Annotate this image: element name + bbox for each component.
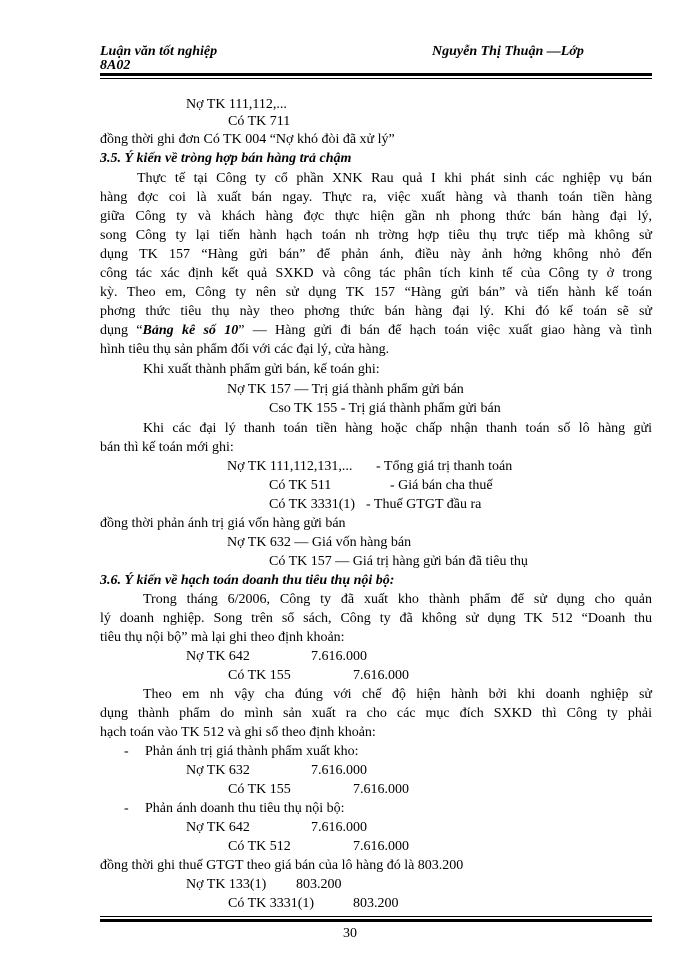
entry-line: Cso TK 155 - Trị giá thành phẩm gửi bán [269,401,501,416]
header-class-code: 8A02 [100,58,131,73]
entry-account: Có TK 155 [228,668,291,683]
entry-account: Có TK 512 [228,839,291,854]
entry-line: Có TK 157 — Giá trị hàng gửi bán đã tiêu thụ [269,554,528,569]
paragraph-line: song Công ty lại tiến hành hạch toán nh trờng hợp tiêu thụ trực tiếp mà không sử [100,228,652,243]
paragraph-line: công tác xác định kết quả SXKD và công tác phân tích kinh tế của Công ty ở trong [100,266,652,281]
entry-line: Nợ TK 157 — Trị giá thành phẩm gửi bán [227,382,464,397]
entry-desc: - Tổng giá trị thanh toán [376,459,513,474]
entry-account: Có TK 155 [228,782,291,797]
footer-rule-thin [100,916,652,917]
entry-account: Có TK 511 [269,478,332,493]
bullet-text: Phản ánh doanh thu tiêu thụ nội bộ: [145,801,345,816]
paragraph-line: bán thì kế toán mới ghi: [100,440,234,455]
paragraph-line: hàng đợc coi là xuất bán ngay. Thực ra, việc xuất hàng và thanh toán tiền hàng [100,190,652,205]
paragraph-line: Theo em nh vậy cha đúng với chế độ hiện hành bởi khi doanh nghiệp sử [143,687,652,702]
paragraph-line: dụng thành phẩm do mình sản xuất ra cho các mục đích SXKD thì Công ty phải [100,706,652,721]
emphasis-form-name: Bảng kê số 10 [142,323,239,338]
entry-amount: 7.616.000 [353,839,409,854]
paragraph-line: phơng thức tiêu thụ này theo phơng thức bán hàng đại lý. Khi đó kế toán sẽ sử [100,304,652,319]
entry-account: Có TK 3331(1) [228,896,315,911]
entry-line: Có TK 711 [228,114,291,129]
paragraph-line: Khi các đại lý thanh toán tiền hàng hoặc chấp nhận thanh toán số lô hàng gửi [143,421,652,436]
entry-account: Nợ TK 642 [186,820,250,835]
entry-line: Nợ TK 632 — Giá vốn hàng bán [227,535,412,550]
paragraph-line: kỳ. Theo em, Công ty nên sử dụng TK 157 “Hàng gửi bán” và tiến hành kế toán [100,285,652,300]
entry-desc: - Giá bán cha thuế [390,478,493,493]
section-heading-3-5: 3.5. Ý kiến về tròng hợp bán hàng trả chậm [100,151,352,166]
bullet-dash: - [124,744,129,759]
text-fragment: ” — Hàng gửi đi bán để hạch toán việc xuất giao hàng và tình [238,323,652,338]
paragraph-line: giữa Công ty và khách hàng đợc thực hiện gần nh phong thức bán hàng đại lý, [100,209,652,224]
paragraph-line: hình tiêu thụ sản phẩm đối với các đại lý, cửa hàng. [100,342,390,357]
entry-account: Nợ TK 642 [186,649,250,664]
paragraph-line: hạch toán vào TK 512 và ghi sổ theo định khoản: [100,725,376,740]
entry-amount: 7.616.000 [311,820,367,835]
text-fragment: dụng “ [100,323,143,338]
header-rule-thick [100,73,652,76]
entry-account: Nợ TK 133(1) [186,877,267,892]
entry-desc: - Thuế GTGT đầu ra [366,497,482,512]
paragraph-line: Trong tháng 6/2006, Công ty đã xuất kho thành phẩm để sử dụng cho quản [143,592,652,607]
paragraph-line-with-emphasis [100,322,652,340]
paragraph-line: lý doanh nghiệp. Song trên sổ sách, Công ty đã không sử dụng TK 512 “Doanh thu [100,611,652,626]
header-rule-thin [100,78,652,79]
entry-account: Có TK 3331(1) [269,497,356,512]
text-line: đồng thời ghi thuế GTGT theo giá bán của lô hàng đó là 803.200 [100,858,464,873]
entry-amount: 7.616.000 [353,782,409,797]
section-heading-3-6: 3.6. Ý kiến về hạch toán doanh thu tiêu thụ nội bộ: [100,573,395,588]
bullet-dash: - [124,801,129,816]
entry-amount: 803.200 [353,896,399,911]
entry-account: Nợ TK 632 [186,763,250,778]
entry-account: Nợ TK 111,112,131,... [227,459,353,474]
entry-amount: 7.616.000 [353,668,409,683]
header-thesis-title: Luận văn tốt nghiệp [100,44,218,59]
text-line: đồng thời phản ánh trị giá vốn hàng gửi bán [100,516,346,531]
text-line: Khi xuất thành phẩm gửi bán, kế toán ghi: [143,362,380,377]
entry-amount: 803.200 [296,877,342,892]
entry-amount: 7.616.000 [311,649,367,664]
paragraph-line: Thực tế tại Công ty cổ phần XNK Rau quả I khi phát sinh các nghiệp vụ bán [137,171,652,186]
footer-rule-thick [100,919,652,922]
entry-amount: 7.616.000 [311,763,367,778]
entry-line: Nợ TK 111,112,... [186,97,287,112]
page-number: 30 [343,926,357,941]
paragraph-line: dụng TK 157 “Hàng gửi bán” để phản ánh, điều này ảnh hởng không nhỏ đến [100,247,652,262]
text-line: đồng thời ghi đơn Có TK 004 “Nợ khó đòi đã xử lý” [100,132,395,147]
header-author: Nguyễn Thị Thuận —Lớp [432,44,584,59]
paragraph-line: tiêu thụ nội bộ” mà lại ghi theo định khoản: [100,630,345,645]
bullet-text: Phản ánh trị giá thành phẩm xuất kho: [145,744,359,759]
